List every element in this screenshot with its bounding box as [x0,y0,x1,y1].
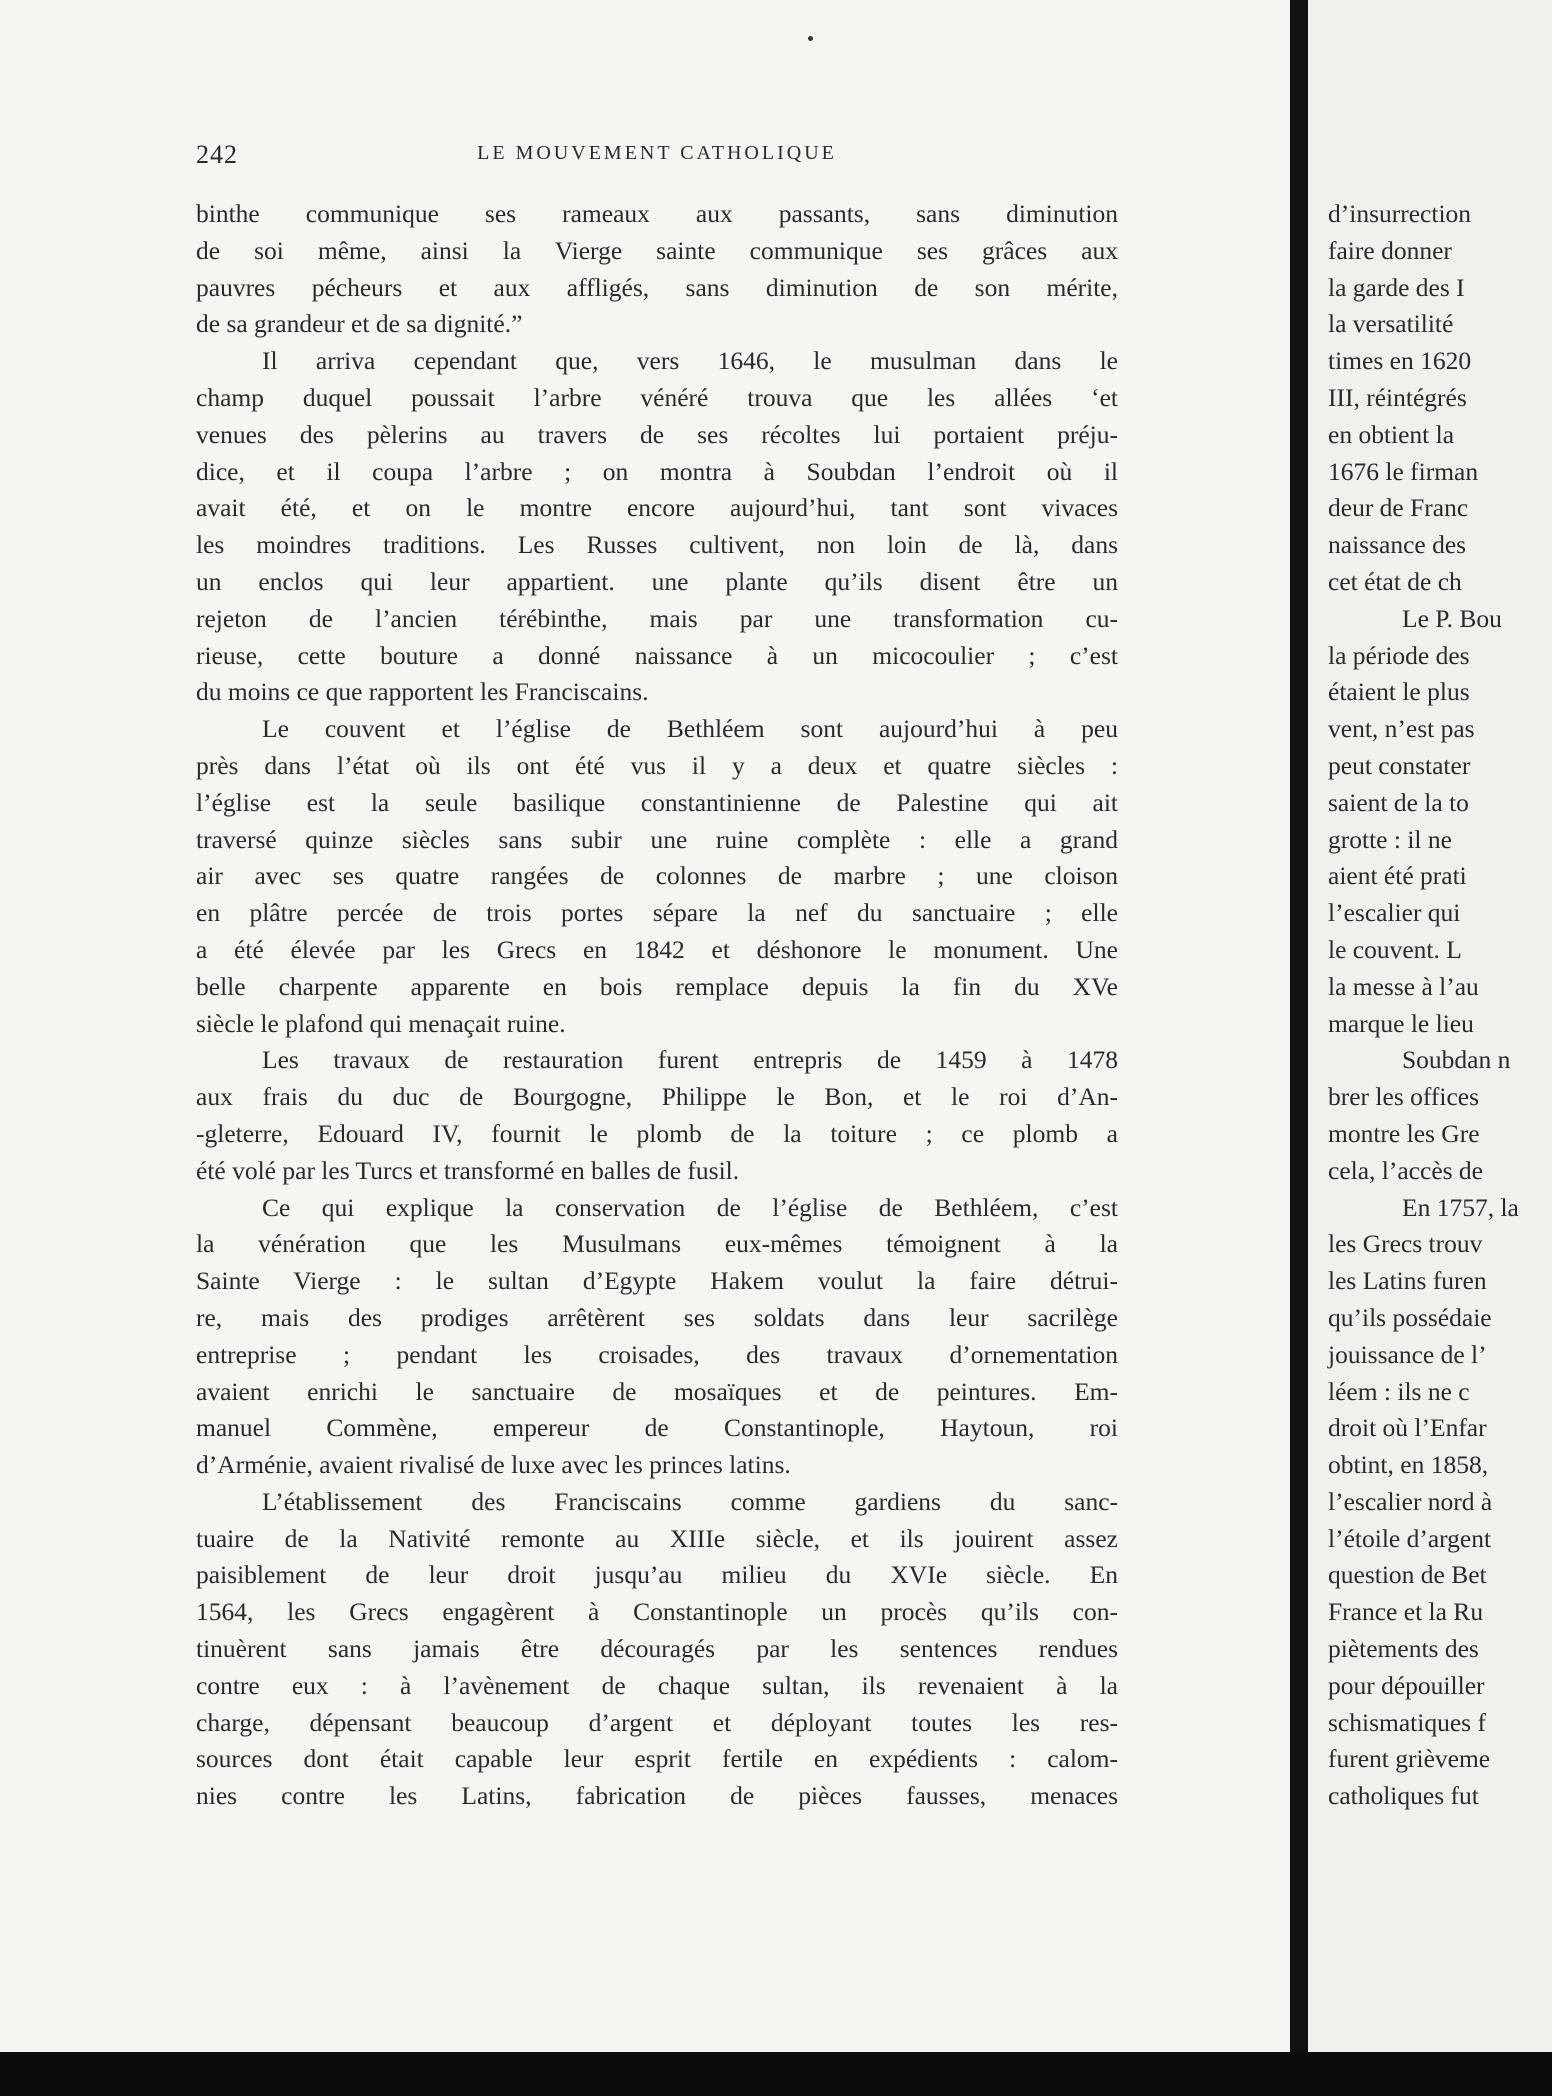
text-line: En 1757, la [1402,1192,1519,1222]
text-line: schismatiques f [1328,1707,1486,1737]
text-line: les moindres traditions. Les Russes cultivent, non loin de là, dans [196,530,1118,560]
page-number: 242 [196,140,238,169]
text-line: les Grecs trouv [1328,1229,1483,1259]
text-line: deur de Franc [1328,493,1469,523]
text-line: question de Bet [1328,1560,1487,1590]
text-line: l’étoile d’argent [1328,1523,1492,1553]
text-line: d’insurrection [1328,199,1472,228]
text-line: montre les Gre [1328,1118,1480,1148]
scan-bottom-edge [0,2052,1552,2096]
text-line: L’établissement des Franciscains comme gardiens du sanc- [262,1486,1118,1516]
text-line: le couvent. L [1328,934,1462,964]
text-line: catholiques fut [1328,1781,1479,1811]
text-line: Le couvent et l’église de Bethléem sont aujourd’hui à peu [262,714,1118,744]
text-line: entreprise ; pendant les croisades, des travaux d’ornementation [196,1339,1118,1369]
text-line: Il arriva cependant que, vers 1646, le musulman dans le [262,346,1118,376]
text-line: l’escalier qui [1328,898,1461,928]
text-line: peut constater [1328,750,1471,780]
text-line: sources dont était capable leur esprit fertile en expédients : calom- [196,1744,1118,1774]
text-line: III, réintégrés [1328,382,1467,412]
text-line: en plâtre percée de trois portes sépare la nef du sanctuaire ; elle [196,898,1118,928]
text-line: traversé quinze siècles sans subir une ruine complète : elle a grand [196,824,1118,854]
text-line: droit où l’Enfar [1328,1413,1487,1443]
text-line: times en 1620 [1328,346,1472,376]
text-line: vent, n’est pas [1328,714,1475,744]
text-line: siècle le plafond qui menaçait ruine. [196,1008,566,1038]
text-line: rieuse, cette bouture a donné naissance à un micocoulier ; c’est [196,640,1118,670]
text-line: étaient le plus [1328,677,1470,707]
text-line: piètements des [1328,1634,1479,1664]
text-line: 1564, les Grecs engagèrent à Constantinople un procès qu’ils con- [196,1597,1118,1627]
text-line: les Latins furen [1328,1266,1487,1296]
text-line: nies contre les Latins, fabrication de pièces fausses, menaces [196,1781,1118,1811]
text-line: la garde des I [1328,272,1465,302]
running-head [196,140,1118,176]
text-line: pour dépouiller [1328,1670,1485,1700]
text-line: la vénération que les Musulmans eux-mêmes témoignent à la [196,1229,1118,1259]
page-gutter [1290,0,1308,2096]
right-page [1308,0,1552,2096]
text-line: rejeton de l’ancien térébinthe, mais par une transformation cu- [196,603,1118,633]
text-line: Ce qui explique la conservation de l’église de Bethléem, c’est [262,1192,1118,1222]
text-line: grotte : il ne [1328,824,1452,854]
text-line: air avec ses quatre rangées de colonnes de marbre ; une cloison [196,861,1118,891]
text-line: 1676 le firman [1328,456,1479,486]
text-line: manuel Commène, empereur de Constantinople, Haytoun, roi [196,1413,1118,1443]
text-line: pauvres pécheurs et aux affligés, sans diminution de son mérite, [196,272,1118,302]
text-line: l’escalier nord à [1328,1486,1493,1516]
text-line: avait été, et on le montre encore aujourd’hui, tant sont vivaces [196,493,1118,523]
text-line: aient été prati [1328,861,1467,891]
text-line: -gleterre, Edouard IV, fournit le plomb de la toiture ; ce plomb a [196,1118,1118,1148]
text-line: un enclos qui leur appartient. une plante qu’ils disent être un [196,566,1118,596]
text-line: léem : ils ne c [1328,1376,1470,1406]
left-page-body [196,196,1118,1815]
text-line: aux frais du duc de Bourgogne, Philippe le Bon, et le roi d’An- [196,1082,1118,1112]
text-line: en obtient la [1328,419,1455,449]
text-line: marque le lieu [1328,1008,1474,1038]
text-line: d’Arménie, avaient rivalisé de luxe avec les princes latins. [196,1450,791,1480]
text-line: été volé par les Turcs et transformé en balles de fusil. [196,1155,740,1185]
text-line: près dans l’état où ils ont été vus il y a deux et quatre siècles : [196,750,1118,780]
text-line: venues des pèlerins au travers de ses récoltes lui portaient préju- [196,419,1118,449]
text-line: tinuèrent sans jamais être découragés par les sentences rendues [196,1634,1118,1664]
text-line: du moins ce que rapportent les Franciscains. [196,677,649,707]
text-line: Soubdan n [1402,1045,1511,1075]
text-line: charge, dépensant beaucoup d’argent et déployant toutes les res- [196,1707,1118,1737]
text-line: Le P. Bou [1402,603,1502,633]
text-line: champ duquel poussait l’arbre vénéré trouva que les allées ‘et [196,382,1118,412]
text-line: tuaire de la Nativité remonte au XIIIe siècle, et ils jouirent assez [196,1523,1118,1553]
text-line: la versatilité [1328,309,1454,339]
text-line: re, mais des prodiges arrêtèrent ses soldats dans leur sacrilège [196,1302,1118,1332]
text-line: binthe communique ses rameaux aux passants, sans diminution [196,199,1118,228]
text-line: de sa grandeur et de sa dignité.” [196,309,523,339]
text-line: furent grièveme [1328,1744,1491,1774]
text-line: France et la Ru [1328,1597,1484,1627]
text-line: avaient enrichi le sanctuaire de mosaïques et de peintures. Em- [196,1376,1118,1406]
text-line: cet état de ch [1328,566,1462,596]
text-line: paisiblement de leur droit jusqu’au milieu du XVIe siècle. En [196,1560,1118,1590]
running-title: LE MOUVEMENT CATHOLIQUE [477,142,837,164]
text-line: l’église est la seule basilique constantinienne de Palestine qui ait [196,787,1118,817]
text-line: Les travaux de restauration furent entrepris de 1459 à 1478 [262,1045,1118,1075]
right-page-body [1328,196,1552,1815]
scan-speck [808,36,813,41]
text-line: dice, et il coupa l’arbre ; on montra à Soubdan l’endroit où il [196,456,1118,486]
text-line: jouissance de l’ [1328,1339,1487,1369]
text-line: de soi même, ainsi la Vierge sainte communique ses grâces aux [196,235,1118,265]
text-line: faire donner [1328,235,1452,265]
text-line: brer les offices [1328,1082,1480,1112]
text-line: Sainte Vierge : le sultan d’Egypte Hakem voulut la faire détrui- [196,1266,1118,1296]
text-line: a été élevée par les Grecs en 1842 et déshonore le monument. Une [196,934,1118,964]
text-line: la messe à l’au [1328,971,1479,1001]
text-line: naissance des [1328,530,1467,560]
text-line: saient de la to [1328,787,1469,817]
text-line: contre eux : à l’avènement de chaque sultan, ils revenaient à la [196,1670,1118,1700]
text-line: belle charpente apparente en bois remplace depuis la fin du XVe [196,971,1118,1001]
text-line: qu’ils possédaie [1328,1302,1492,1332]
text-line: la période des [1328,640,1470,670]
text-line: obtint, en 1858, [1328,1450,1489,1480]
text-line: cela, l’accès de [1328,1155,1484,1185]
